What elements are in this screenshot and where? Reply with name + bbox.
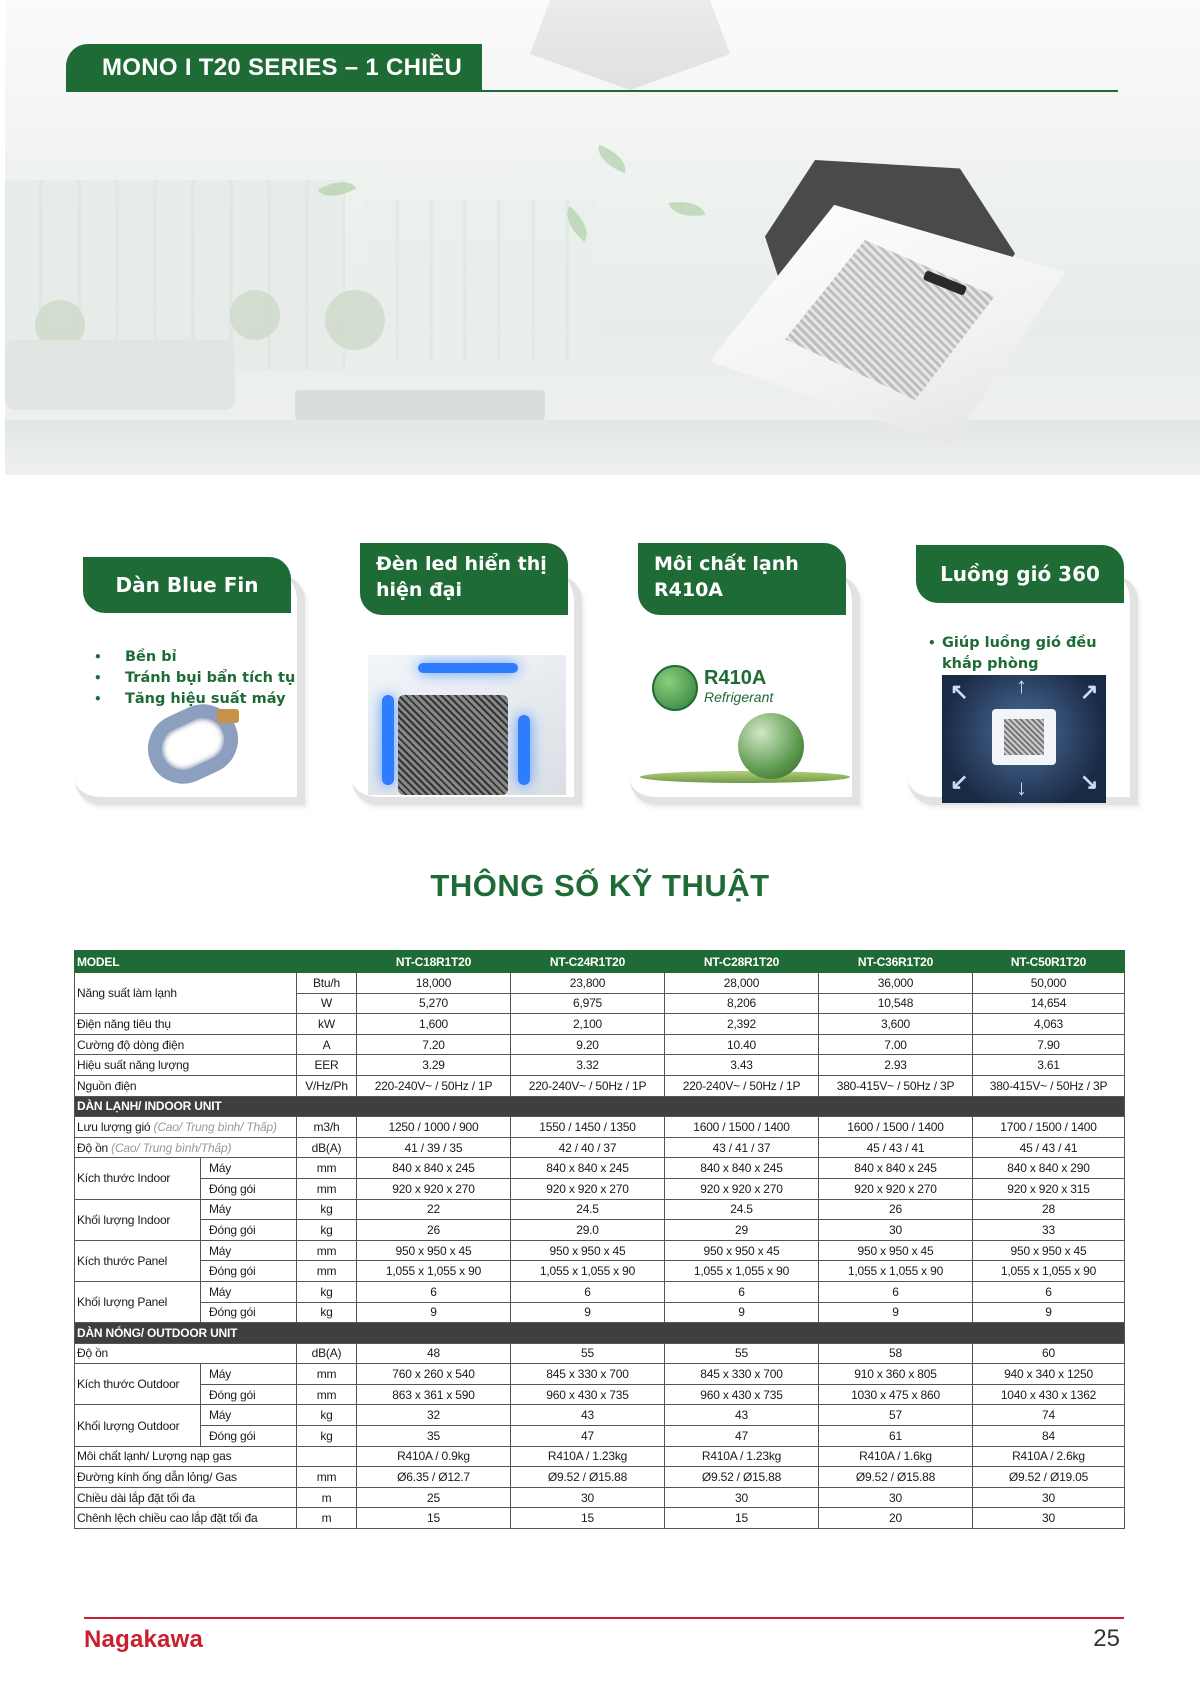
cell-value: 22 — [357, 1199, 511, 1220]
arrow-down-left-icon: ↙ — [950, 769, 969, 794]
row-label: Hiệu suất năng lượng — [75, 1055, 297, 1076]
cell-value: 41 / 39 / 35 — [357, 1137, 511, 1158]
cell-value: 6,975 — [511, 993, 665, 1014]
row-label: Khối lượng Indoor — [75, 1199, 201, 1240]
cell-value: 950 x 950 x 45 — [511, 1240, 665, 1261]
row-label: Khối lượng Outdoor — [75, 1405, 201, 1446]
feature-title: Dàn Blue Fin — [83, 557, 291, 613]
cell-value: 43 / 41 / 37 — [665, 1137, 819, 1158]
cell-value: 45 / 43 / 41 — [819, 1137, 973, 1158]
blue-fin-coil-image — [147, 709, 239, 779]
model-name: NT-C36R1T20 — [819, 951, 973, 973]
feature-title-line: Môi chất lạnh — [654, 553, 799, 575]
cell-value: 950 x 950 x 45 — [665, 1240, 819, 1261]
led-glow — [518, 715, 530, 785]
table-row — [75, 1446, 1125, 1467]
cell-value: 845 x 330 x 700 — [665, 1364, 819, 1385]
cell-value: 8,206 — [665, 993, 819, 1014]
cell-value: 1,055 x 1,055 x 90 — [357, 1261, 511, 1282]
table-row — [75, 1075, 1125, 1096]
row-label: Đường kính ống dẫn lỏng/ Gas — [75, 1467, 297, 1488]
feature-card-led-display — [352, 555, 582, 805]
table-row — [75, 1343, 1125, 1364]
r410a-logo-text: R410A — [704, 667, 767, 689]
cell-value: 220-240V~ / 50Hz / 1P — [357, 1075, 511, 1096]
row-unit: m — [297, 1487, 357, 1508]
row-sublabel: Máy — [201, 1240, 297, 1261]
row-sublabel: Đóng gói — [201, 1426, 297, 1447]
cell-value: 26 — [819, 1199, 973, 1220]
cell-value: Ø9.52 / Ø15.88 — [819, 1467, 973, 1488]
row-label: Kích thước Indoor — [75, 1158, 201, 1199]
cell-value: 920 x 920 x 315 — [973, 1178, 1125, 1199]
cell-value: 1,055 x 1,055 x 90 — [665, 1261, 819, 1282]
table-row — [75, 1199, 1125, 1220]
cell-value: 29 — [665, 1220, 819, 1241]
cell-value: 950 x 950 x 45 — [973, 1240, 1125, 1261]
cell-value: 3.32 — [511, 1055, 665, 1076]
brand-logo: Nagakawa — [84, 1626, 203, 1653]
section-title: DÀN LẠNH/ INDOOR UNIT — [75, 1096, 1125, 1117]
cell-value: 45 / 43 / 41 — [973, 1137, 1125, 1158]
cell-value: 18,000 — [357, 973, 511, 994]
feature-title — [360, 543, 568, 615]
table-row — [75, 1240, 1125, 1261]
table-row — [75, 1178, 1125, 1199]
cell-value: 3.61 — [973, 1055, 1125, 1076]
row-sublabel: Đóng gói — [201, 1178, 297, 1199]
feature-bullets — [89, 647, 295, 710]
row-label-text: Độ ồn — [77, 1140, 109, 1155]
cell-value: 380-415V~ / 50Hz / 3P — [819, 1075, 973, 1096]
cell-value: 28,000 — [665, 973, 819, 994]
cell-value: 58 — [819, 1343, 973, 1364]
table-row — [75, 1117, 1125, 1138]
row-label: Chiều dài lắp đặt tối đa — [75, 1487, 297, 1508]
row-unit: W — [297, 993, 357, 1014]
cell-value: 15 — [665, 1508, 819, 1529]
hero-plant — [325, 290, 385, 350]
cell-value: 6 — [973, 1281, 1125, 1302]
arrow-up-right-icon: ↗ — [1080, 679, 1099, 704]
cell-value: Ø9.52 / Ø15.88 — [665, 1467, 819, 1488]
feature-card-blue-fin — [75, 555, 305, 805]
table-row — [75, 1384, 1125, 1405]
coil-pipes — [217, 709, 239, 723]
cell-value: 48 — [357, 1343, 511, 1364]
cell-value: 845 x 330 x 700 — [511, 1364, 665, 1385]
page-number: 25 — [1093, 1625, 1120, 1652]
cell-value: 1,055 x 1,055 x 90 — [511, 1261, 665, 1282]
row-unit: kW — [297, 1014, 357, 1035]
cell-value: 42 / 40 / 37 — [511, 1137, 665, 1158]
cell-value: 6 — [819, 1281, 973, 1302]
row-unit: mm — [297, 1178, 357, 1199]
cell-value: 1,055 x 1,055 x 90 — [973, 1261, 1125, 1282]
cell-value: 29.0 — [511, 1220, 665, 1241]
row-unit: kg — [297, 1199, 357, 1220]
cell-value: 61 — [819, 1426, 973, 1447]
cell-value: 7.90 — [973, 1034, 1125, 1055]
earth-globe-image — [738, 713, 804, 779]
cell-value: 950 x 950 x 45 — [357, 1240, 511, 1261]
table-row — [75, 1137, 1125, 1158]
table-row — [75, 1426, 1125, 1447]
cell-value: 2,100 — [511, 1014, 665, 1035]
cell-value: Ø9.52 / Ø19.05 — [973, 1467, 1125, 1488]
row-label: Năng suất làm lạnh — [75, 973, 297, 1014]
r410a-logo-subtext: Refrigerant — [704, 689, 774, 705]
row-unit: EER — [297, 1055, 357, 1076]
cell-value: 32 — [357, 1405, 511, 1426]
feature-title-line: hiện đại — [376, 579, 463, 601]
table-row — [75, 1405, 1125, 1426]
cell-value: 20 — [819, 1508, 973, 1529]
table-row — [75, 1034, 1125, 1055]
table-row — [75, 1467, 1125, 1488]
table-row — [75, 1302, 1125, 1323]
row-label-note: (Cao/ Trung bình/Thấp) — [111, 1140, 232, 1155]
arrow-down-icon: ↓ — [1016, 775, 1027, 800]
feature-title: Luồng gió 360 — [916, 545, 1124, 603]
row-unit: Btu/h — [297, 973, 357, 994]
row-sublabel: Đóng gói — [201, 1384, 297, 1405]
led-glow — [382, 695, 394, 785]
cell-value: 2.93 — [819, 1055, 973, 1076]
cell-value: 1,055 x 1,055 x 90 — [819, 1261, 973, 1282]
feature-bullet: • Tránh bụi bẩn tích tụ — [89, 668, 295, 689]
cell-value: 30 — [511, 1487, 665, 1508]
cell-value: 43 — [665, 1405, 819, 1426]
section-row-indoor — [75, 1096, 1125, 1117]
section-title: DÀN NÓNG/ OUTDOOR UNIT — [75, 1323, 1125, 1344]
feature-bullet-line: khắp phòng — [942, 656, 1039, 672]
feature-bullets — [928, 633, 1097, 675]
row-sublabel: Máy — [201, 1199, 297, 1220]
table-row — [75, 1261, 1125, 1282]
cell-value: 3.29 — [357, 1055, 511, 1076]
cell-value: 960 x 430 x 735 — [511, 1384, 665, 1405]
cassette-ac-unit — [695, 160, 1075, 460]
specs-heading: THÔNG SỐ KỸ THUẬT — [430, 868, 770, 903]
cell-value: 30 — [819, 1220, 973, 1241]
table-row — [75, 1364, 1125, 1385]
cell-value: 50,000 — [973, 973, 1125, 994]
cell-value: 30 — [973, 1508, 1125, 1529]
hero-table — [295, 390, 545, 420]
cell-value: Ø6.35 / Ø12.7 — [357, 1467, 511, 1488]
row-label-note: (Cao/ Trung bình/ Thấp) — [153, 1119, 277, 1134]
cell-value: R410A / 2.6kg — [973, 1446, 1125, 1467]
row-label: Cường độ dòng điện — [75, 1034, 297, 1055]
row-unit — [297, 1446, 357, 1467]
cell-value: 760 x 260 x 540 — [357, 1364, 511, 1385]
cell-value: 380-415V~ / 50Hz / 3P — [973, 1075, 1125, 1096]
cell-value: Ø9.52 / Ø15.88 — [511, 1467, 665, 1488]
cell-value: 47 — [665, 1426, 819, 1447]
row-sublabel: Máy — [201, 1281, 297, 1302]
row-unit: kg — [297, 1220, 357, 1241]
cell-value: 30 — [665, 1487, 819, 1508]
row-unit: mm — [297, 1364, 357, 1385]
cell-value: 60 — [973, 1343, 1125, 1364]
cell-value: 920 x 920 x 270 — [819, 1178, 973, 1199]
model-name: NT-C50R1T20 — [973, 951, 1125, 973]
globe-icon — [652, 665, 698, 711]
cell-value: R410A / 1.23kg — [511, 1446, 665, 1467]
cell-value: 9 — [819, 1302, 973, 1323]
model-name: NT-C28R1T20 — [665, 951, 819, 973]
hero-plant — [230, 290, 280, 340]
specs-table — [74, 950, 1125, 1529]
cell-value: 84 — [973, 1426, 1125, 1447]
row-label: Kích thước Panel — [75, 1240, 201, 1281]
row-label — [75, 1137, 297, 1158]
cell-value: 220-240V~ / 50Hz / 1P — [511, 1075, 665, 1096]
cell-value: 840 x 840 x 290 — [973, 1158, 1125, 1179]
cell-value: 960 x 430 x 735 — [665, 1384, 819, 1405]
feature-title — [638, 543, 846, 615]
cell-value: 28 — [973, 1199, 1125, 1220]
cell-value: 920 x 920 x 270 — [511, 1178, 665, 1199]
row-unit: dB(A) — [297, 1343, 357, 1364]
model-header: MODEL — [75, 951, 357, 973]
table-row — [75, 973, 1125, 994]
series-title: MONO I T20 SERIES – 1 CHIỀU — [102, 54, 463, 81]
row-label: Độ ồn — [75, 1343, 297, 1364]
cell-value: 6 — [665, 1281, 819, 1302]
row-sublabel: Máy — [201, 1364, 297, 1385]
cell-value: 7.00 — [819, 1034, 973, 1055]
feature-card-frame — [908, 575, 1138, 805]
cell-value: 74 — [973, 1405, 1125, 1426]
row-label: Điện năng tiêu thụ — [75, 1014, 297, 1035]
table-row — [75, 1055, 1125, 1076]
cell-value: 3.43 — [665, 1055, 819, 1076]
cell-value: 220-240V~ / 50Hz / 1P — [665, 1075, 819, 1096]
cell-value: 36,000 — [819, 973, 973, 994]
cell-value: 9 — [665, 1302, 819, 1323]
row-unit: kg — [297, 1302, 357, 1323]
feature-title-line: Đèn led hiển thị — [376, 553, 547, 575]
row-unit: mm — [297, 1384, 357, 1405]
feature-bullet: • Tăng hiệu suất máy — [89, 689, 295, 710]
arrow-down-right-icon: ↘ — [1080, 769, 1099, 794]
led-display-image — [368, 655, 566, 795]
cell-value: R410A / 0.9kg — [357, 1446, 511, 1467]
table-row — [75, 1281, 1125, 1302]
cell-value: 1250 / 1000 / 900 — [357, 1117, 511, 1138]
cell-value: 9 — [357, 1302, 511, 1323]
cell-value: 9 — [511, 1302, 665, 1323]
cell-value: 9.20 — [511, 1034, 665, 1055]
cell-value: 920 x 920 x 270 — [665, 1178, 819, 1199]
cell-value: 1040 x 430 x 1362 — [973, 1384, 1125, 1405]
cell-value: 920 x 920 x 270 — [357, 1178, 511, 1199]
table-row — [75, 1014, 1125, 1035]
cell-value: 26 — [357, 1220, 511, 1241]
cell-value: R410A / 1.23kg — [665, 1446, 819, 1467]
row-sublabel: Đóng gói — [201, 1220, 297, 1241]
row-sublabel: Máy — [201, 1158, 297, 1179]
cell-value: 7.20 — [357, 1034, 511, 1055]
row-label: Chênh lệch chiều cao lắp đặt tối đa — [75, 1508, 297, 1529]
cell-value: 840 x 840 x 245 — [357, 1158, 511, 1179]
cell-value: 1550 / 1450 / 1350 — [511, 1117, 665, 1138]
feature-bullet-line: Giúp luồng gió đều — [942, 635, 1097, 651]
cell-value: 5,270 — [357, 993, 511, 1014]
arrow-up-icon: ↑ — [1016, 673, 1027, 698]
cell-value: 33 — [973, 1220, 1125, 1241]
airflow-unit — [992, 709, 1056, 765]
cell-value: 55 — [665, 1343, 819, 1364]
row-sublabel: Đóng gói — [201, 1261, 297, 1282]
row-label: Nguồn điện — [75, 1075, 297, 1096]
cell-value: 910 x 360 x 805 — [819, 1364, 973, 1385]
row-label — [75, 1117, 297, 1138]
cell-value: 24.5 — [665, 1199, 819, 1220]
cell-value: 47 — [511, 1426, 665, 1447]
hero-window — [365, 200, 595, 360]
row-unit: V/Hz/Ph — [297, 1075, 357, 1096]
cell-value: 57 — [819, 1405, 973, 1426]
cell-value: 2,392 — [665, 1014, 819, 1035]
section-row-outdoor — [75, 1323, 1125, 1344]
series-title-tab — [66, 44, 482, 92]
cell-value: 1600 / 1500 / 1400 — [819, 1117, 973, 1138]
row-unit: mm — [297, 1261, 357, 1282]
row-label: Khối lượng Panel — [75, 1281, 201, 1322]
table-row — [75, 1220, 1125, 1241]
cell-value: 940 x 340 x 1250 — [973, 1364, 1125, 1385]
cell-value: 15 — [511, 1508, 665, 1529]
led-glow — [418, 663, 518, 673]
cell-value: 950 x 950 x 45 — [819, 1240, 973, 1261]
cell-value: 840 x 840 x 245 — [819, 1158, 973, 1179]
row-unit: kg — [297, 1426, 357, 1447]
cell-value: 30 — [973, 1487, 1125, 1508]
cell-value: 1030 x 475 x 860 — [819, 1384, 973, 1405]
cell-value: 1,600 — [357, 1014, 511, 1035]
cell-value: 4,063 — [973, 1014, 1125, 1035]
model-name: NT-C18R1T20 — [357, 951, 511, 973]
cell-value: 55 — [511, 1343, 665, 1364]
row-unit: kg — [297, 1281, 357, 1302]
row-unit: mm — [297, 1158, 357, 1179]
cell-value: 25 — [357, 1487, 511, 1508]
cell-value: 43 — [511, 1405, 665, 1426]
hero-sofa — [5, 340, 235, 410]
row-unit: mm — [297, 1467, 357, 1488]
cell-value: 35 — [357, 1426, 511, 1447]
r410a-logo — [652, 665, 782, 715]
row-unit: mm — [297, 1240, 357, 1261]
feature-bullet: • Bền bỉ — [89, 647, 295, 668]
row-unit: m — [297, 1508, 357, 1529]
feature-bullet — [928, 633, 1097, 675]
table-row — [75, 1158, 1125, 1179]
row-unit: m3/h — [297, 1117, 357, 1138]
feature-title-line: R410A — [654, 579, 723, 601]
feature-card-refrigerant — [630, 555, 860, 805]
cell-value: 863 x 361 x 590 — [357, 1384, 511, 1405]
led-grille — [398, 695, 508, 795]
row-unit: kg — [297, 1405, 357, 1426]
airflow-360-image — [942, 675, 1106, 803]
cell-value: 1700 / 1500 / 1400 — [973, 1117, 1125, 1138]
cell-value: R410A / 1.6kg — [819, 1446, 973, 1467]
cell-value: 10.40 — [665, 1034, 819, 1055]
row-label-text: Lưu lượng gió — [77, 1119, 151, 1134]
cell-value: 14,654 — [973, 993, 1125, 1014]
cell-value: 23,800 — [511, 973, 665, 994]
table-row — [75, 1508, 1125, 1529]
cell-value: 9 — [973, 1302, 1125, 1323]
cell-value: 6 — [357, 1281, 511, 1302]
cell-value: 6 — [511, 1281, 665, 1302]
table-header-row — [75, 951, 1125, 973]
cell-value: 15 — [357, 1508, 511, 1529]
cell-value: 24.5 — [511, 1199, 665, 1220]
table-row — [75, 1487, 1125, 1508]
cell-value: 3,600 — [819, 1014, 973, 1035]
model-name: NT-C24R1T20 — [511, 951, 665, 973]
title-underline — [482, 90, 1118, 92]
arrow-up-left-icon: ↖ — [950, 679, 969, 704]
cell-value: 10,548 — [819, 993, 973, 1014]
footer-divider — [84, 1617, 1124, 1619]
row-unit: dB(A) — [297, 1137, 357, 1158]
row-sublabel: Máy — [201, 1405, 297, 1426]
row-sublabel: Đóng gói — [201, 1302, 297, 1323]
row-label: Kích thước Outdoor — [75, 1364, 201, 1405]
grass-image — [640, 771, 850, 783]
row-label: Môi chất lạnh/ Lượng nạp gas — [75, 1446, 297, 1467]
cell-value: 1600 / 1500 / 1400 — [665, 1117, 819, 1138]
cell-value: 840 x 840 x 245 — [511, 1158, 665, 1179]
cell-value: 30 — [819, 1487, 973, 1508]
row-unit: A — [297, 1034, 357, 1055]
cell-value: 840 x 840 x 245 — [665, 1158, 819, 1179]
feature-card-airflow-360 — [908, 555, 1138, 805]
